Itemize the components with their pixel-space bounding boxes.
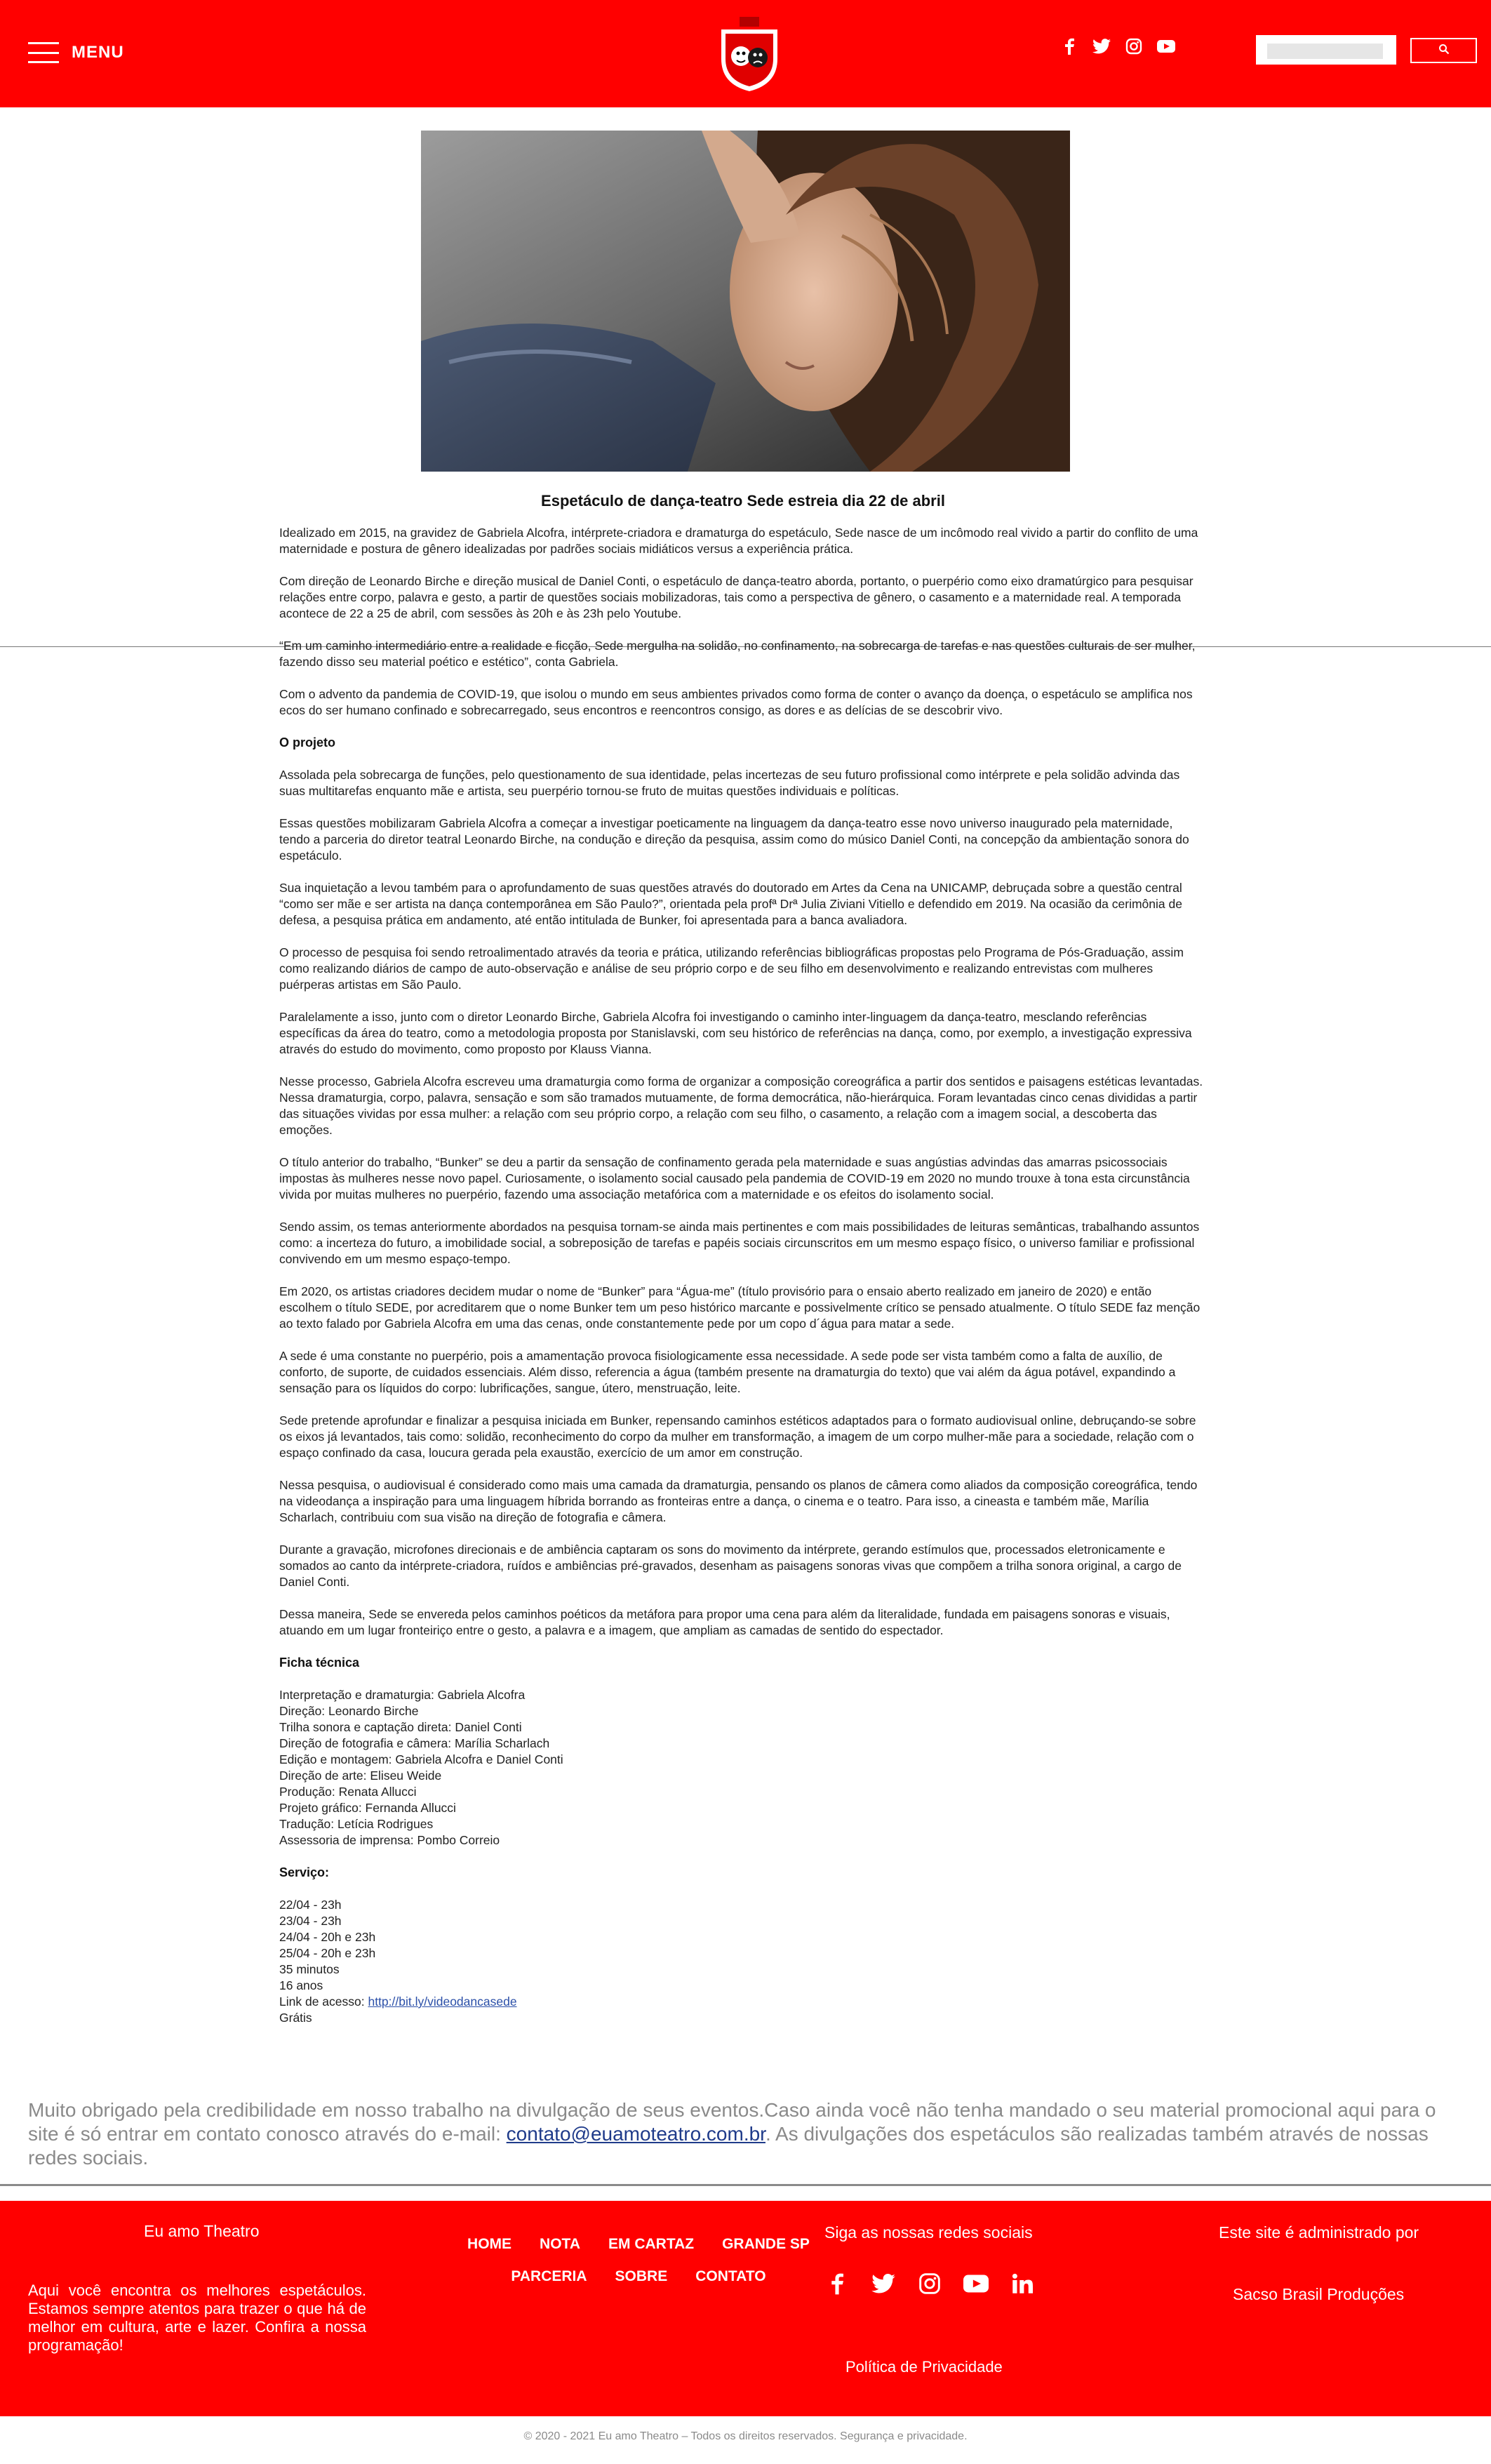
credit-item: Direção: Leonardo Birche bbox=[279, 1704, 419, 1718]
paragraph: Com direção de Leonardo Birche e direção musical de Daniel Conti, o espetáculo de dança-teatro aborda, portanto, o puerpério como eixo dramatúrgico para pesquisar relações entre corpo, palavra e gesto, a partir de questões sociais mobilizadoras, tais como a perspectiva de gênero, o casamento e a maternidade real. A temporada acontece de 22 a 25 de abril, com sessões às 20h e às 23h pelo Youtube. bbox=[279, 574, 1194, 620]
credit-item: Edição e montagem: Gabriela Alcofra e Daniel Conti bbox=[279, 1752, 563, 1766]
contact-email-link[interactable]: contato@euamoteatro.com.br bbox=[506, 2123, 765, 2145]
footer-divider bbox=[0, 2184, 1491, 2186]
footer-nav-home[interactable]: HOME bbox=[467, 2236, 512, 2252]
project-heading: O projeto bbox=[279, 735, 335, 750]
facebook-icon[interactable] bbox=[1059, 36, 1079, 56]
credit-item: Direção de fotografia e câmera: Marília Scharlach bbox=[279, 1736, 550, 1750]
linkedin-icon[interactable] bbox=[1010, 2271, 1035, 2296]
footer-nav bbox=[421, 2236, 856, 2300]
service-item: 24/04 - 20h e 23h bbox=[279, 1930, 376, 1944]
footer-admin-label: Este site é administrado por bbox=[1219, 2223, 1419, 2242]
paragraph: Paralelamente a isso, junto com o diretor Leonardo Birche, Gabriela Alcofra foi investigando o caminho inter-linguagem da dança-teatro, mesclando referências específicas da área do teatro, como a metodologia proposta por Stanislavski, com seu histórico de referências na dança, como, por exemplo, a investigação expressiva através do estudo do movimento, como proposto por Klauss Vianna. bbox=[279, 1010, 1192, 1056]
access-label: Link de acesso: bbox=[279, 1994, 368, 2009]
footer-nav-contato[interactable]: CONTATO bbox=[695, 2268, 766, 2284]
header-social-links bbox=[1059, 36, 1176, 56]
footer-nav-nota[interactable]: NOTA bbox=[540, 2236, 580, 2252]
instagram-icon[interactable] bbox=[917, 2271, 942, 2296]
search-button[interactable] bbox=[1410, 38, 1477, 63]
service-item: 25/04 - 20h e 23h bbox=[279, 1946, 376, 1960]
paragraph: Durante a gravação, microfones direcionais e de ambiência captaram os sons do movimento da intérprete, gerando estímulos que, processados eletronicamente e somados ao canto da intérprete-criadora, ruídos e ambiências pré-gravados, desenham as paisagens sonoras vivas que compõem a trilha sonora original, a cargo de Daniel Conti. bbox=[279, 1543, 1182, 1589]
search-input-field[interactable] bbox=[1267, 44, 1383, 59]
credit-item: Tradução: Letícia Rodrigues bbox=[279, 1817, 434, 1831]
access-row bbox=[279, 1994, 1207, 2010]
paragraph: Assolada pela sobrecarga de funções, pelo questionamento de sua identidade, pelas incertezas de seu futuro profissional como intérprete e pela solidão advinda das suas multitarefas enquanto mãe e artista, seu puerpério tornou-se fruto de muitas questões individuais e políticas. bbox=[279, 768, 1180, 798]
access-link[interactable]: http://bit.ly/videodancasede bbox=[368, 1994, 517, 2009]
search-icon bbox=[1438, 44, 1450, 58]
article-title: Espetáculo de dança-teatro Sede estreia dia 22 de abril bbox=[541, 492, 945, 510]
paragraph: Com o advento da pandemia de COVID-19, que isolou o mundo em seus ambientes privados como forma de conter o avanço da doença, o espetáculo se amplifica nos ecos do ser humano confinado e sobrecarregado, seus encontros e reencontros consigo, as dores e as delícias de se descobrir vivo. bbox=[279, 687, 1193, 717]
footer-title: Eu amo Theatro bbox=[144, 2222, 260, 2240]
paragraph: O processo de pesquisa foi sendo retroalimentado através da teoria e prática, utilizando referências bibliográficas propostas pelo Programa de Pós-Graduação, assim como realizando diários de campo de auto-observação e análise de seu próprio corpo e de seu filho em desenvolvimento e realizando entrevistas com mulheres puérperas artistas em São Paulo. bbox=[279, 945, 1184, 992]
footer-nav-grande-sp[interactable]: GRANDE SP bbox=[722, 2236, 810, 2252]
paragraph: Dessa maneira, Sede se envereda pelos caminhos poéticos da metáfora para propor uma cena para além da literalidade, fundada em paisagens sonoras e visuais, atuando em um lugar fronteiriço entre o gesto, a palavra e a imagem, que ampliam as camadas de sentido do espectador. bbox=[279, 1607, 1170, 1637]
service-item: 16 anos bbox=[279, 1978, 323, 1992]
site-logo[interactable] bbox=[716, 17, 783, 93]
paragraph: Sua inquietação a levou também para o aprofundamento de suas questões através do doutorado em Artes da Cena na UNICAMP, debruçada sobre a questão central “como ser mãe e ser artista na dança contemporânea em São Paulo?”, orientada pela profª Drª Julia Ziviani Vitiello e defendido em 2019. Na ocasião da cerimônia de defesa, a pesquisa prática em andamento, até então intitulada de Bunker, foi apresentada para a banca avaliadora. bbox=[279, 881, 1182, 927]
footer-company[interactable]: Sacso Brasil Produções bbox=[1233, 2285, 1405, 2303]
paragraph: O título anterior do trabalho, “Bunker” se deu a partir da sensação de confinamento gerada pela maternidade e suas angústias advindas das amarras psicossociais impostas às mulheres nesse novo papel. Curiosamente, o isolamento social causado pela pandemia de COVID-19 em 2020 no mundo trouxe à tona esta circunstância vivida por muitas mulheres no puerpério, fazendo uma associação metafórica com a maternidade e os efeitos do isolamento social. bbox=[279, 1155, 1190, 1201]
paragraph: Sede pretende aprofundar e finalizar a pesquisa iniciada em Bunker, repensando caminhos estéticos adaptados para o formato audiovisual online, debruçando-se sobre os eixos já levantados, tais como: solidão, reconhecimento do corpo da mulher em transformação, a imagem de um corpo mulher-mãe para a sociedade, relação com o espaço confinado da casa, loucura gerada pela exaustão, exercício de um amor em construção. bbox=[279, 1413, 1196, 1460]
paragraph: Nesse processo, Gabriela Alcofra escreveu uma dramaturgia como forma de organizar a composição coreográfica a partir dos sentidos e paisagens estéticas levantadas. Nessa dramaturgia, corpo, palavra, sensação e som são tramados mutuamente, de forma democrática, não-hierárquica. Foram levantadas cinco cenas divididas a partir das situações vividas por essa mulher: a relação com seu próprio corpo, a relação com seu filho, o casamento, a relação com a imagem social, a descoberta das emoções. bbox=[279, 1074, 1203, 1137]
service-item: 22/04 - 23h bbox=[279, 1898, 342, 1912]
footer-nav-parceria[interactable]: PARCERIA bbox=[511, 2268, 587, 2284]
footer-description: Aqui você encontra os melhores espetáculos. Estamos sempre atentos para trazer o que há de melhor em cultura, arte e lazer. Confira a nossa programação! bbox=[28, 2282, 366, 2354]
article-body bbox=[279, 491, 1207, 2042]
facebook-icon[interactable] bbox=[824, 2271, 850, 2296]
footer-social-title: Siga as nossas redes sociais bbox=[824, 2223, 1033, 2242]
credit-item: Trilha sonora e captação direta: Daniel Conti bbox=[279, 1720, 522, 1734]
service-list bbox=[279, 1897, 1207, 2026]
credits-heading: Ficha técnica bbox=[279, 1656, 360, 1670]
copyright: © 2020 - 2021 Eu amo Theatro – Todos os direitos reservados. Segurança e privacidade. bbox=[523, 2430, 968, 2442]
service-item: 35 minutos bbox=[279, 1962, 340, 1976]
twitter-icon[interactable] bbox=[1092, 36, 1111, 56]
hamburger-icon bbox=[28, 42, 59, 63]
price-item: Grátis bbox=[279, 2011, 312, 2025]
footer-nav-sobre[interactable]: SOBRE bbox=[615, 2268, 668, 2284]
thanks-text: Muito obrigado pela credibilidade em nosso trabalho na divulgação de seus eventos.Caso ainda você não tenha mandado o seu material promocional aqui para o site é só entrar em contato conosco através do e-mail: bbox=[28, 2099, 1436, 2145]
thanks-text-end: . As divulgações dos espetáculos são realizadas também através de nossas redes sociais. bbox=[28, 2123, 1429, 2169]
paragraph: Em 2020, os artistas criadores decidem mudar o nome de “Bunker” para “Água-me” (título provisório para o ensaio aberto realizado em janeiro de 2020) e então escolhem o título SEDE, por acreditarem que o nome Bunker tem um peso histórico marcante e possivelmente crítico se pensado atualmente. O título SEDE faz menção ao texto falado por Gabriela Alcofra em uma das cenas, onde constantemente pede por um copo d´água para matar a sede. bbox=[279, 1284, 1201, 1331]
paragraph: Essas questões mobilizaram Gabriela Alcofra a começar a investigar poeticamente na linguagem da dança-teatro esse novo universo inaugurado pela maternidade, tendo a parceria do diretor teatral Leonardo Birche, na condução e direção da pesquisa, assim como do músico Daniel Conti, na concepção da ambientação sonora do espetáculo. bbox=[279, 816, 1189, 863]
paragraph: A sede é uma constante no puerpério, pois a amamentação provoca fisiologicamente essa necessidade. A sede pode ser vista também como a falta de auxílio, de conforto, de suporte, de cuidados essenciais. Além disso, referencia a água (também presente na dramaturgia do texto) que vai além da água potável, expandindo a sensação para os líquidos do corpo: lubrificações, sangue, útero, menstruação, leite. bbox=[279, 1349, 1176, 1395]
thanks-message bbox=[28, 2098, 1466, 2170]
instagram-icon[interactable] bbox=[1124, 36, 1144, 56]
credit-item: Direção de arte: Eliseu Weide bbox=[279, 1769, 442, 1783]
youtube-icon[interactable] bbox=[963, 2271, 989, 2296]
paragraph: Nessa pesquisa, o audiovisual é considerado como mais uma camada da dramaturgia, pensando os planos de câmera como aliados da composição coreográfica, tendo na videodança a inspiração para uma linguagem híbrida borrando as fronteiras entre a dança, o cinema e o teatro. Para isso, a cineasta e também mãe, Marília Scharlach, contribuiu com sua visão na direção de fotografia e câmera. bbox=[279, 1478, 1198, 1524]
youtube-icon[interactable] bbox=[1156, 36, 1176, 56]
twitter-icon[interactable] bbox=[871, 2271, 896, 2296]
paragraph: Idealizado em 2015, na gravidez de Gabriela Alcofra, intérprete-criadora e dramaturga do espetáculo, Sede nasce de um incômodo real vivido a partir do conflito de uma maternidade e postura de gênero idealizadas por padrões sociais midiáticos versus a experiência prática. bbox=[279, 526, 1198, 556]
footer-social-links bbox=[824, 2271, 1035, 2296]
credits-list bbox=[279, 1687, 1207, 1849]
hero-image bbox=[421, 131, 1070, 472]
credit-item: Produção: Renata Allucci bbox=[279, 1785, 417, 1799]
credit-item: Projeto gráfico: Fernanda Allucci bbox=[279, 1801, 456, 1815]
credit-item: Assessoria de imprensa: Pombo Correio bbox=[279, 1833, 500, 1847]
paragraph: Sendo assim, os temas anteriormente abordados na pesquisa tornam-se ainda mais pertinentes e com mais possibilidades de leituras semânticas, trabalhando assuntos como: a incerteza do futuro, a imobilidade social, a sobreposição de tarefas e papéis sociais circunscritos em um mesmo espaço físico, o universo familiar e profissional convivendo em um mesmo espaço-tempo. bbox=[279, 1220, 1200, 1266]
privacy-policy-link[interactable]: Política de Privacidade bbox=[845, 2358, 1003, 2376]
credit-item: Interpretação e dramaturgia: Gabriela Alcofra bbox=[279, 1688, 526, 1702]
site-header bbox=[0, 0, 1491, 107]
service-heading: Serviço: bbox=[279, 1865, 330, 1879]
footer-nav-em-cartaz[interactable]: EM CARTAZ bbox=[608, 2236, 695, 2252]
paragraph: “Em um caminho intermediário entre a realidade e ficção, Sede mergulha na solidão, no confinamento, na sobrecarga de tarefas e nas questões culturais de ser mulher, fazendo disso seu material poético e estético”, conta Gabriela. bbox=[279, 639, 1196, 669]
site-footer bbox=[0, 2201, 1491, 2416]
menu-button[interactable] bbox=[28, 42, 124, 63]
service-item: 23/04 - 23h bbox=[279, 1914, 342, 1928]
menu-label: MENU bbox=[72, 43, 124, 62]
